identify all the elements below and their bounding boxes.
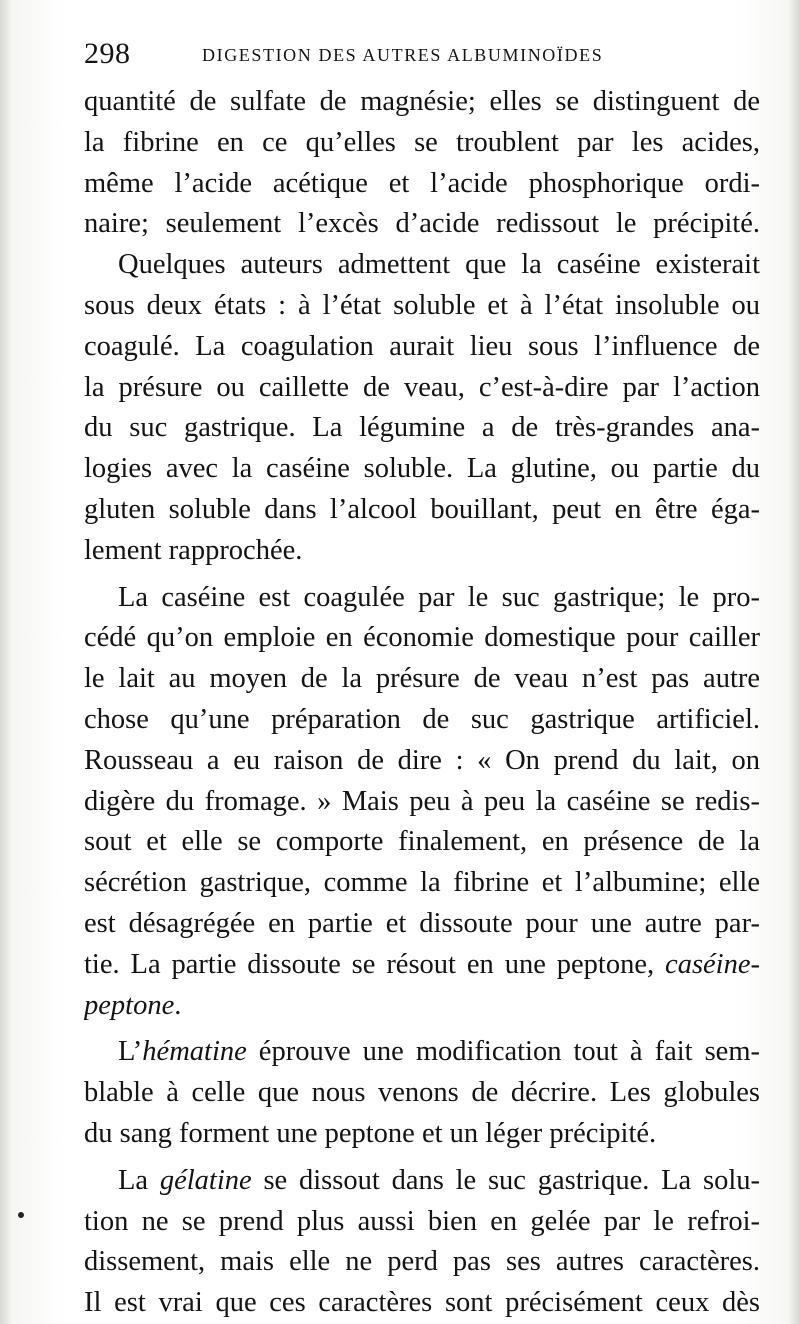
page-edge-left <box>0 0 12 1324</box>
text-line: Rousseau a eu raison de dire : « On prend du lait, on <box>84 744 760 776</box>
text-line-mixed <box>84 986 760 1027</box>
text-line: Quelques auteurs admettent que la caséine existerait <box>118 249 760 281</box>
text-line: est désagrégée en partie et dissoute pour une autre par- <box>84 907 760 939</box>
text-line: sécrétion gastrique, comme la fibrine et l’albumine; elle <box>84 867 760 899</box>
text-line: la fibrine en ce qu’elles se troublent par les acides, <box>84 126 760 158</box>
text-line: coagulé. La coagulation aurait lieu sous l’influence de <box>84 330 760 362</box>
text-line: lement rapprochée. <box>84 534 303 566</box>
body-text <box>84 82 760 1324</box>
text-line-mixed <box>84 1032 760 1073</box>
text-line: cédé qu’on emploie en économie domestique pour cailler <box>84 622 760 654</box>
text-line: la présure ou caillette de veau, c’est-à-dire par l’action <box>84 371 760 403</box>
text-segment: éprouve une modification tout à fait sem- <box>246 1036 760 1068</box>
text-line: logies avec la caséine soluble. La glutine, ou partie du <box>84 453 760 485</box>
text-line: La caséine est coagulée par le suc gastrique; le pro- <box>118 581 760 613</box>
running-head: DIGESTION DES AUTRES ALBUMINOÏDES <box>202 45 604 65</box>
text-line: blable à celle que nous venons de décrire. Les globules <box>84 1077 760 1109</box>
text-segment: . <box>174 989 182 1021</box>
text-line: quantité de sulfate de magnésie; elles se distinguent de <box>84 86 760 117</box>
text-line-mixed <box>84 945 760 986</box>
text-line: sout et elle se comporte finalement, en présence de la <box>84 826 760 858</box>
text-segment: se dissout dans le suc gastrique. La solu- <box>251 1164 760 1196</box>
text-line: naire; seulement l’excès d’acide redissout le précipité. <box>84 208 760 240</box>
text-segment: La <box>118 1164 160 1196</box>
text-line-mixed <box>84 1161 760 1202</box>
text-line: tion ne se prend plus aussi bien en gelée par le refroi- <box>84 1205 760 1237</box>
italic-term: peptone <box>84 989 175 1021</box>
text-line: le lait au moyen de la présure de veau n’est pas autre <box>84 663 760 695</box>
text-line: digère du fromage. » Mais peu à peu la caséine se redis- <box>84 785 760 817</box>
text-line: même l’acide acétique et l’acide phosphorique ordi- <box>84 167 760 199</box>
page-edge-right <box>788 0 800 1324</box>
margin-ink-dot <box>18 1212 24 1218</box>
italic-term: gélatine <box>159 1164 252 1196</box>
italic-term: hématine <box>142 1036 247 1068</box>
text-line: dissement, mais elle ne perd pas ses autres caractères. <box>84 1246 760 1278</box>
text-line: Il est vrai que ces caractères sont précisément ceux dès <box>84 1287 760 1319</box>
text-segment: L’ <box>118 1036 143 1068</box>
page-header <box>84 34 764 74</box>
text-line: sous deux états : à l’état soluble et à l’état insoluble ou <box>84 289 760 321</box>
text-line: gluten soluble dans l’alcool bouillant, peut en être éga- <box>84 493 760 525</box>
italic-term: caséine- <box>665 948 760 980</box>
text-line: du suc gastrique. La légumine a de très-grandes ana- <box>84 412 760 444</box>
page-number: 298 <box>84 37 131 70</box>
text-segment: tie. La partie dissoute se résout en une peptone, <box>84 948 666 980</box>
text-line: chose qu’une préparation de suc gastrique artificiel. <box>84 703 760 735</box>
text-line: du sang forment une peptone et un léger précipité. <box>84 1117 657 1149</box>
